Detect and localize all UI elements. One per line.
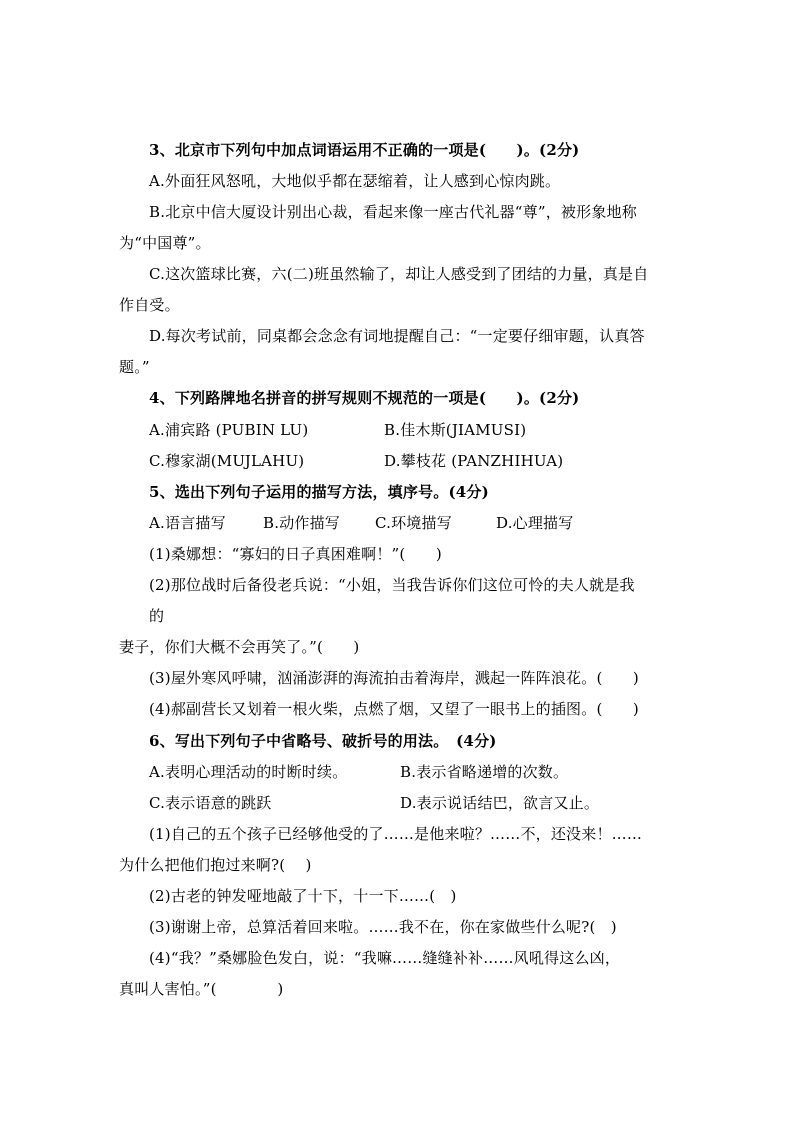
question-3-option-d-line2: 题。” (119, 358, 150, 376)
question-4-option-c: C.穆家湖(MUJLAHU) (149, 452, 305, 470)
question-5-option-d: D.心理描写 (496, 514, 574, 532)
question-5-option-a: A.语言描写 (149, 514, 226, 532)
question-3-title: 3、北京市下列句中加点词语运用不正确的一项是( )。(2分) (149, 141, 580, 159)
question-6-option-d: D.表示说话结巴，欲言又止。 (400, 794, 600, 812)
question-5-title: 5、选出下列句子运用的描写方法，填序号。(4分) (149, 483, 489, 501)
question-6-sentence-1-line2: 为什么把他们抱过来啊?( ) (119, 856, 312, 874)
question-4-option-b: B.佳木斯(JIAMUSI) (384, 421, 527, 439)
question-6-sentence-1-line1: (1)自己的五个孩子已经够他受的了……是他来啦？……不，还没来！…… (149, 825, 643, 843)
question-6-sentence-4-line1: (4)“我？”桑娜脸色发白，说：“我嘛……缝缝补补……风吼得这么凶， (149, 949, 621, 967)
question-5-sentence-2-line3: 妻子，你们大概不会再笑了。”( ) (119, 638, 360, 656)
question-5-option-c: C.环境描写 (375, 514, 452, 532)
question-6-option-c: C.表示语意的跳跃 (149, 794, 272, 812)
question-3-option-b-line1: B.北京中信大厦设计别出心裁，看起来像一座古代礼器“尊”，被形象地称 (149, 203, 637, 221)
question-6-option-b: B.表示省略递增的次数。 (400, 763, 569, 781)
question-5-sentence-3: (3)屋外寒风呼啸，汹涌澎湃的海流拍击着海岸，溅起一阵阵浪花。( ) (149, 669, 639, 687)
question-3-option-a: A.外面狂风怒吼，大地似乎都在瑟缩着，让人感到心惊肉跳。 (149, 172, 561, 190)
question-4-title: 4、下列路牌地名拼音的拼写规则不规范的一项是( )。(2分) (149, 389, 580, 407)
question-3-option-b-line2: 为“中国尊”。 (119, 234, 211, 252)
question-3-option-d-line1: D.每次考试前，同桌都会念念有词地提醒自己：“一定要仔细审题，认真答 (149, 327, 645, 345)
question-6-sentence-3: (3)谢谢上帝，总算活着回来啦。……我不在，你在家做些什么呢?( ) (149, 918, 617, 936)
question-6-title: 6、写出下列句子中省略号、破折号的用法。 (4分) (149, 732, 497, 750)
question-5-option-b: B.动作描写 (263, 514, 340, 532)
question-5-sentence-2-line1: (2)那位战时后备役老兵说：“小姐，当我告诉你们这位可怜的夫人就是我 (149, 576, 635, 594)
question-5-sentence-1: (1)桑娜想：“寡妇的日子真困难啊！”( ) (149, 545, 442, 563)
question-4-option-a: A.浦宾路 (PUBIN LU) (149, 421, 309, 439)
question-5-sentence-4: (4)郝副营长又划着一根火柴，点燃了烟，又望了一眼书上的插图。( ) (149, 700, 639, 718)
question-6-sentence-4-line2: 真叫人害怕。”( ) (119, 980, 284, 998)
question-6-option-a: A.表明心理活动的时断时续。 (149, 763, 348, 781)
question-3-option-c-line2: 作自受。 (119, 296, 180, 314)
question-6-sentence-2: (2)古老的钟发哑地敲了十下，十一下……( ) (149, 887, 457, 905)
question-3-option-c-line1: C.这次篮球比赛，六(二)班虽然输了，却让人感受到了团结的力量，真是自 (149, 265, 649, 283)
question-5-sentence-2-line2: 的 (149, 607, 165, 625)
question-4-option-d: D.攀枝花 (PANZHIHUA) (384, 452, 564, 470)
